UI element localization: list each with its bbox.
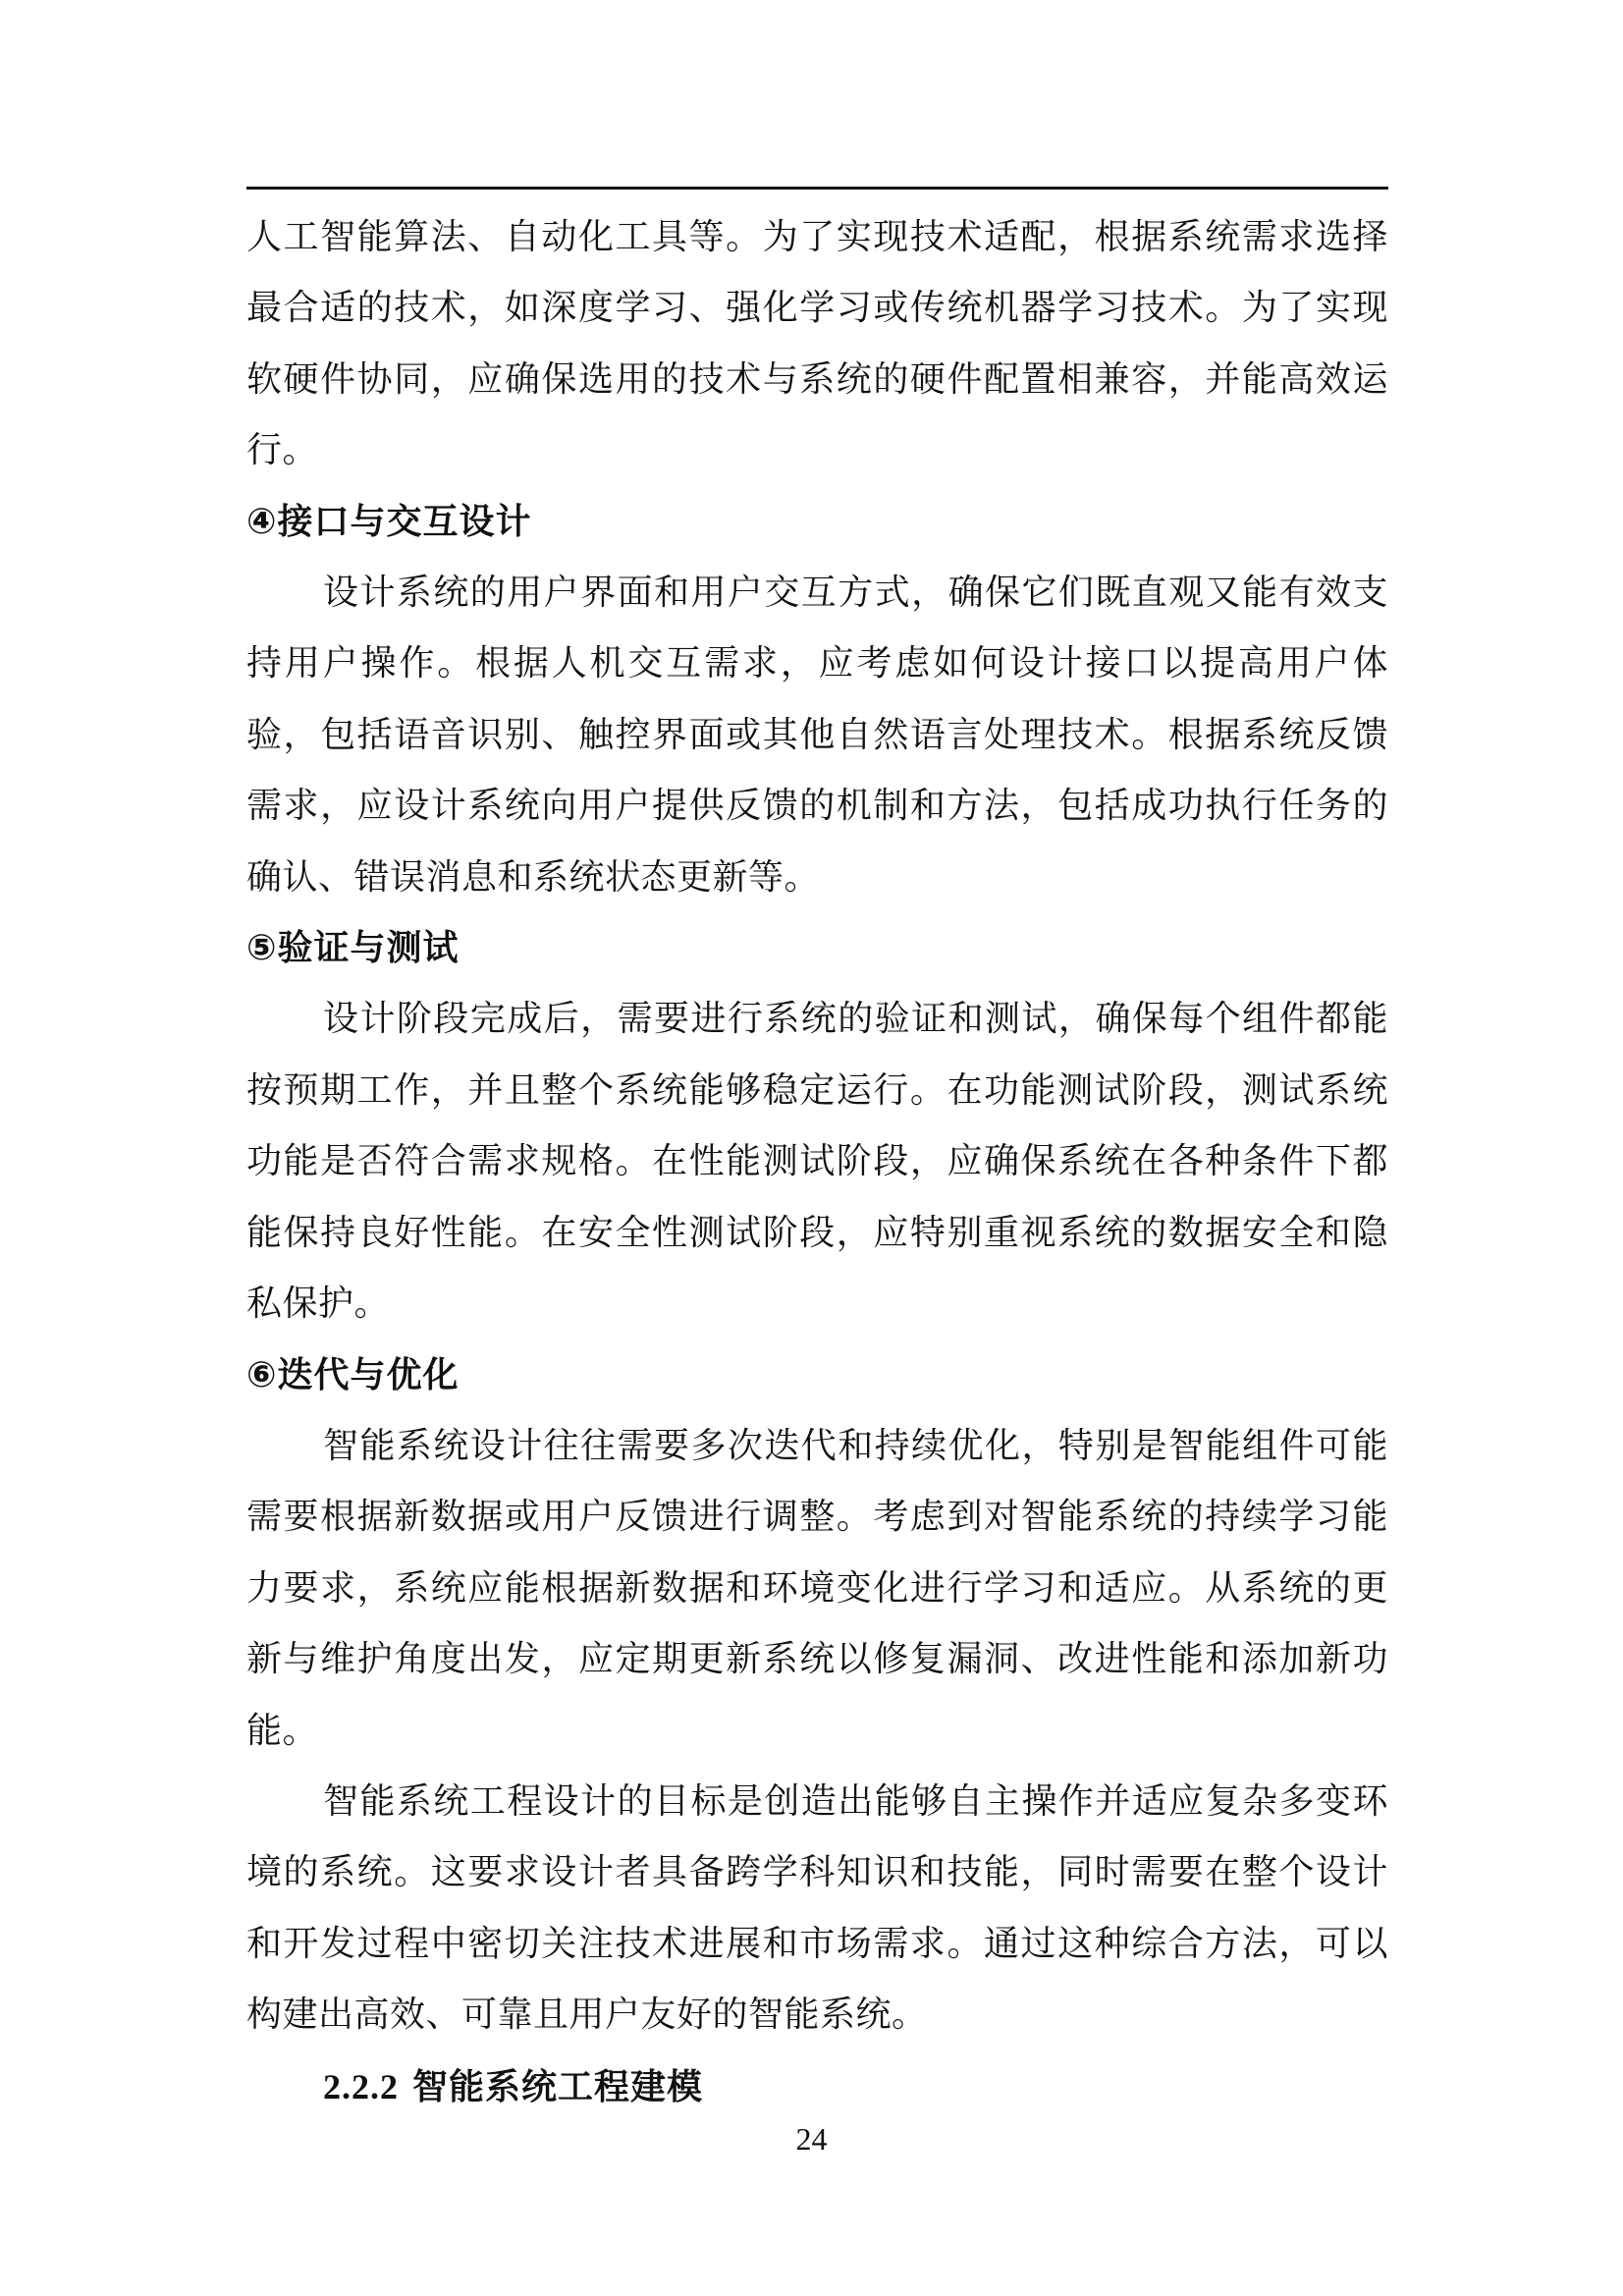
subsection-heading	[246, 2051, 1388, 2123]
page-number: 24	[795, 2121, 828, 2157]
heading-interface-interaction-design: ④接口与交互设计	[246, 501, 532, 542]
page-body	[246, 202, 1388, 2123]
heading-iteration-optimization: ⑥迭代与优化	[246, 1354, 460, 1395]
header-rule	[246, 187, 1388, 190]
paragraph-iteration-optimization: 智能系统设计往往需要多次迭代和持续优化，特别是智能组件可能需要根据新数据或用户反馈进行调整。考虑到对智能系统的持续学习能力要求，系统应能根据新数据和环境变化进行学习和适应。从系统的更新与维护角度出发，应定期更新系统以修复漏洞、改进性能和添加新功能。	[246, 1425, 1388, 1751]
subsection-title: 智能系统工程建模	[412, 2066, 704, 2107]
paragraph-design-goal: 智能系统工程设计的目标是创造出能够自主操作并适应复杂多变环境的系统。这要求设计者具备跨学科知识和技能，同时需要在整个设计和开发过程中密切关注技术进展和市场需求。通过这种综合方法，可以构建出高效、可靠且用户友好的智能系统。	[246, 1780, 1388, 2036]
paragraph-interface-design: 设计系统的用户界面和用户交互方式，确保它们既直观又能有效支持用户操作。根据人机交互需求，应考虑如何设计接口以提高用户体验，包括语音识别、触控界面或其他自然语言处理技术。根据系统反馈需求，应设计系统向用户提供反馈的机制和方法，包括成功执行任务的确认、错误消息和系统状态更新等。	[246, 573, 1388, 898]
paragraph-tech-adaptation: 人工智能算法、自动化工具等。为了实现技术适配，根据系统需求选择最合适的技术，如深度学习、强化学习或传统机器学习技术。为了实现软硬件协同，应确保选用的技术与系统的硬件配置相兼容，并能高效运行。	[246, 217, 1388, 471]
subsection-number: 2.2.2	[323, 2066, 399, 2106]
heading-verification-testing: ⑤验证与测试	[246, 928, 460, 969]
paragraph-verification-testing: 设计阶段完成后，需要进行系统的验证和测试，确保每个组件都能按预期工作，并且整个系统能够稳定运行。在功能测试阶段，测试系统功能是否符合需求规格。在性能测试阶段，应确保系统在各种条件下都能保持良好性能。在安全性测试阶段，应特别重视系统的数据安全和隐私保护。	[246, 999, 1388, 1325]
